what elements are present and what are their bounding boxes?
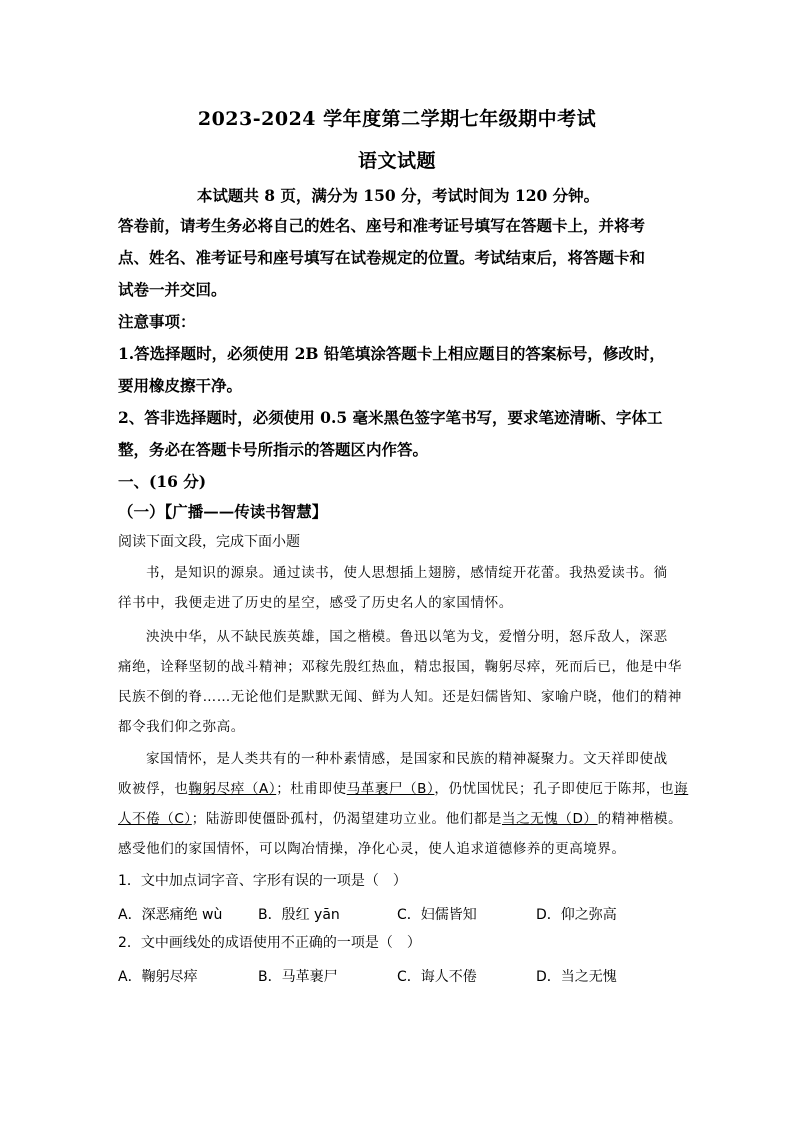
option-c: C．诲人不倦 — [397, 969, 477, 985]
section-heading: 一、(16 分) — [118, 472, 207, 491]
note-2-line: 整，务必在答题卡号所指示的答题区内作答。 — [118, 440, 429, 459]
passage-line: 书，是知识的源泉。通过读书，使人思想插上翅膀，感情绽开花蕾。我热爱读书。徜 — [146, 565, 668, 581]
passage-line: 泱泱中华，从不缺民族英雄，国之楷模。鲁迅以笔为戈，爱憎分明，怒斥敌人，深恶 — [146, 629, 668, 645]
passage-line: 家国情怀，是人类共有的一种朴素情感，是国家和民族的精神凝聚力。文天祥即使战 — [146, 751, 668, 767]
underlined-idiom-c: 人不倦（C） — [118, 811, 192, 827]
passage-line: 民族不倒的脊……无论他们是默默无闻、鲜为人知。还是妇儒皆知、家喻户晓，他们的精神 — [118, 689, 682, 705]
passage-line: 徉书中，我便走进了历史的星空，感受了历史名人的家国情怀。 — [118, 595, 513, 611]
passage-text: ；陆游即使僵卧孤村，仍渴望建功立业。他们都是 — [191, 811, 502, 827]
option-a: A．鞠躬尽瘁 — [118, 969, 198, 985]
passage-text: ；杜甫即使 — [276, 781, 347, 797]
exam-title: 2023-2024 学年度第二学期七年级期中考试 — [197, 108, 597, 130]
option-c: C．妇儒皆知 — [397, 907, 477, 923]
passage-line: 感受他们的家国情怀，可以陶冶情操，净化心灵，使人追求道德修养的更高境界。 — [118, 841, 626, 857]
passage-line: 都令我们仰之弥高。 — [118, 719, 245, 735]
question-2-options — [118, 966, 678, 986]
passage-line: 痛绝，诠释坚韧的战斗精神；邓稼先殷红热血，精忠报国，鞠躬尽瘁，死而后已，他是中华 — [118, 659, 682, 675]
passage-text: ，仍忧国忧民；孔子即使厄于陈邦，也 — [434, 781, 675, 797]
note-2-line: 2、答非选择题时，必须使用 0.5 毫米黑色签字笔书写，要求笔迹清晰、字体工 — [118, 408, 663, 427]
instruction-line: 试卷一并交回。 — [118, 280, 227, 299]
notes-heading: 注意事项： — [118, 312, 196, 331]
instruction-line: 答卷前，请考生务必将自己的姓名、座号和准考证号填写在答题卡上，并将考 — [118, 216, 646, 235]
underlined-idiom-a: 鞠躬尽瘁（A） — [188, 781, 277, 797]
question-1-stem: 1．文中加点词字音、字形有误的一项是（ ） — [118, 873, 407, 889]
option-b: B．马革裹尸 — [258, 969, 338, 985]
underlined-idiom-c: 诲 — [674, 781, 689, 797]
underlined-idiom-b: 马革裹尸（B） — [346, 781, 435, 797]
option-b: B．殷红 yān — [258, 907, 340, 923]
passage-text: 败被俘，也 — [118, 781, 189, 797]
exam-subtitle: 语文试题 — [357, 150, 436, 172]
instruction-line: 点、姓名、准考证号和座号填写在试卷规定的位置。考试结束后，将答题卡和 — [118, 248, 646, 267]
section-subheading: （一）【广播——传读书智慧】 — [118, 502, 328, 521]
question-2-stem: 2．文中画线处的成语使用不正确的一项是（ ） — [118, 935, 421, 951]
note-1-line: 1.答选择题时，必须使用 2B 铅笔填涂答题卡上相应题目的答案标号，修改时， — [118, 344, 665, 363]
note-1-line: 要用橡皮擦干净。 — [118, 376, 243, 395]
passage-text: 的精神楷模。 — [597, 811, 683, 827]
passage-line — [118, 780, 689, 798]
option-a: A．深恶痛绝 wù — [118, 907, 223, 923]
exam-info: 本试题共 8 页，满分为 150 分，考试时间为 120 分钟。 — [196, 186, 600, 205]
question-1-options — [118, 904, 678, 924]
passage-line — [118, 810, 683, 828]
reading-prompt: 阅读下面文段，完成下面小题 — [118, 534, 300, 550]
option-d: D．当之无愧 — [536, 969, 617, 985]
underlined-idiom-d: 当之无愧（D） — [501, 811, 598, 827]
option-d: D．仰之弥高 — [536, 907, 617, 923]
